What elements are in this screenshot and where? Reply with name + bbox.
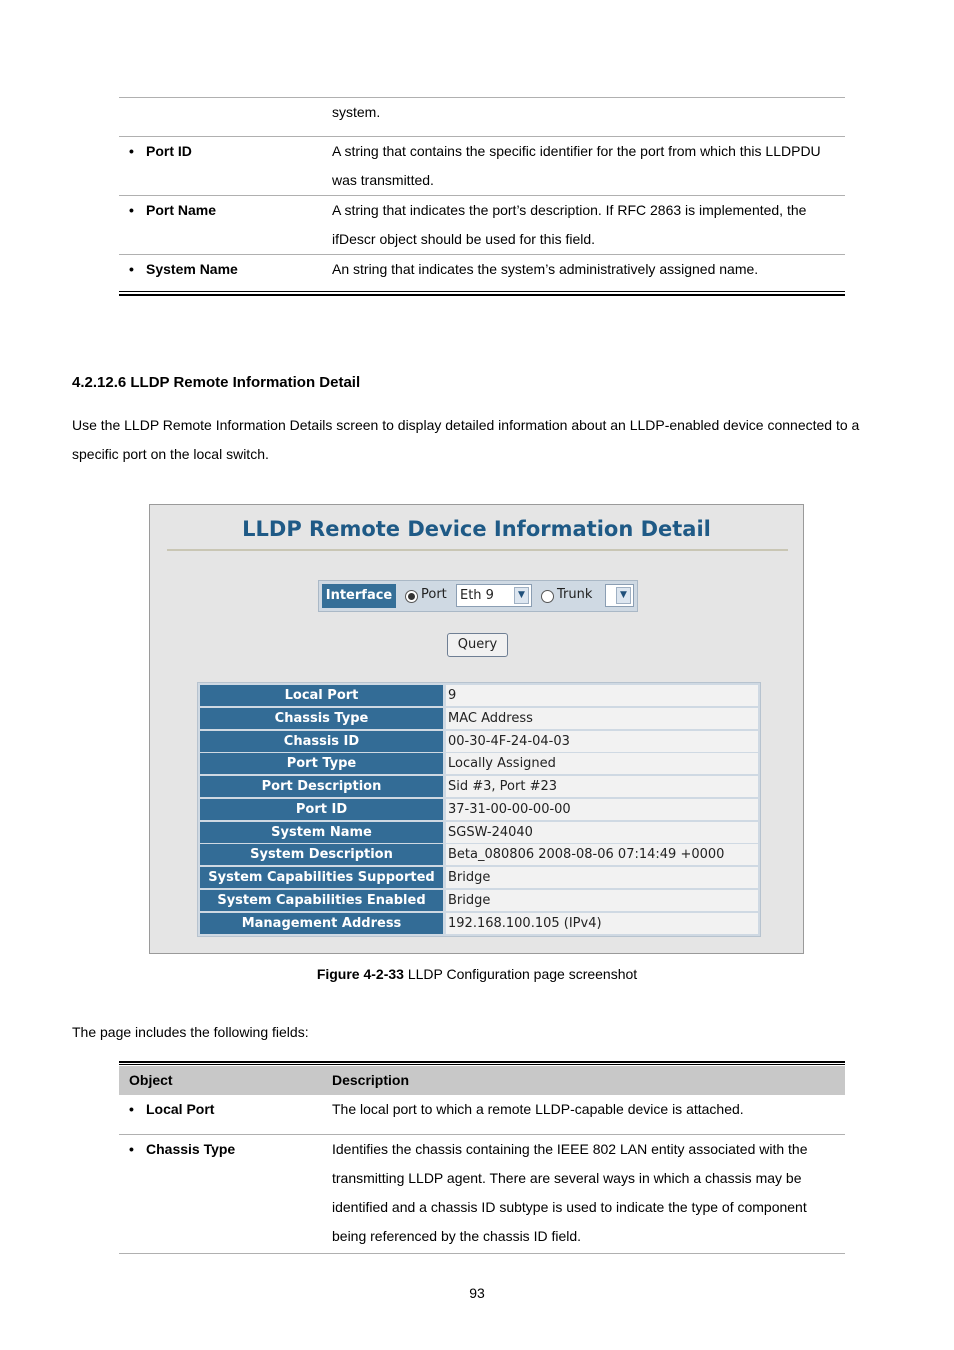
column-header-object: Object — [119, 1066, 332, 1095]
description-line: ifDescr object should be used for this field. — [332, 231, 596, 247]
top-field-table — [119, 98, 845, 292]
field-label: Chassis ID — [200, 731, 443, 752]
table-row — [200, 753, 758, 774]
object-name: Port ID — [146, 143, 192, 159]
title-divider — [167, 549, 788, 551]
table-row — [200, 708, 758, 729]
bullet-icon: • — [129, 202, 134, 218]
description-line: A string that contains the specific identifier for the port from which this LLDPDU — [332, 143, 821, 159]
description-line: was transmitted. — [332, 172, 434, 188]
table-row — [200, 685, 758, 706]
object-name: Chassis Type — [146, 1141, 236, 1157]
description-line: transmitting LLDP agent. There are several ways in which a chassis may be — [332, 1170, 802, 1186]
table-row — [200, 822, 758, 843]
table-bottom-rule — [119, 291, 845, 292]
chevron-down-icon[interactable]: ▼ — [616, 587, 631, 604]
field-value: SGSW-24040 — [446, 822, 758, 843]
field-label: System Name — [200, 822, 443, 843]
description-line: Identifies the chassis containing the IEEE 802 LAN entity associated with the — [332, 1141, 808, 1157]
panel-title: LLDP Remote Device Information Detail — [242, 517, 711, 541]
table-row — [200, 799, 758, 820]
table-row — [119, 255, 845, 293]
bullet-icon: • — [129, 143, 134, 159]
table-row — [200, 867, 758, 888]
field-value: 00-30-4F-24-04-03 — [446, 731, 758, 752]
table-row — [119, 98, 845, 137]
object-name: System Name — [146, 261, 238, 277]
field-label: Port ID — [200, 799, 443, 820]
table-row — [200, 890, 758, 911]
field-value: Sid #3, Port #23 — [446, 776, 758, 797]
field-label: Chassis Type — [200, 708, 443, 729]
field-value: Locally Assigned — [446, 753, 758, 774]
interface-selector — [318, 580, 638, 612]
field-label: System Capabilities Enabled — [200, 890, 443, 911]
description-line: An string that indicates the system’s administratively assigned name. — [332, 261, 759, 277]
page-number: 93 — [469, 1285, 485, 1301]
field-value: 37-31-00-00-00-00 — [446, 799, 758, 820]
table-row — [119, 1095, 845, 1135]
intro-line: Use the LLDP Remote Information Details screen to display detailed information about an LLDP-enabled device connected to a — [72, 417, 860, 433]
table-top-rule — [119, 1064, 845, 1065]
intro-paragraph — [72, 411, 912, 469]
query-button[interactable]: Query — [447, 633, 508, 657]
figure-label: Figure 4-2-33 — [316, 966, 404, 982]
field-value: Bridge — [446, 867, 758, 888]
field-label: Port Type — [200, 753, 443, 774]
field-value: 192.168.100.105 (IPv4) — [446, 913, 758, 934]
column-header-description: Description — [332, 1066, 845, 1095]
intro-line: specific port on the local switch. — [72, 446, 269, 462]
section-heading: 4.2.12.6 LLDP Remote Information Detail — [72, 374, 361, 391]
table-row — [119, 1135, 845, 1254]
figure-caption — [0, 966, 954, 982]
bullet-icon: • — [129, 261, 134, 277]
table-row — [200, 844, 758, 865]
figure-text: LLDP Configuration page screenshot — [403, 966, 638, 982]
field-label: System Description — [200, 844, 443, 865]
field-label: Management Address — [200, 913, 443, 934]
trunk-radio-label: Trunk — [557, 587, 593, 602]
description-line: being referenced by the chassis ID field. — [332, 1228, 582, 1244]
field-value: Bridge — [446, 890, 758, 911]
field-value: Beta_080806 2008-08-06 07:14:49 +0000 — [446, 844, 758, 865]
description-line: The local port to which a remote LLDP-capable device is attached. — [332, 1101, 744, 1117]
description-line: A string that indicates the port’s description. If RFC 2863 is implemented, the — [332, 202, 807, 218]
object-name: Port Name — [146, 202, 217, 218]
table-row — [119, 196, 845, 255]
table-row — [200, 776, 758, 797]
interface-label: Interface — [322, 584, 396, 608]
fields-table — [119, 1066, 845, 1254]
description-line: identified and a chassis ID subtype is used to indicate the type of component — [332, 1199, 807, 1215]
port-radio-label: Port — [421, 587, 447, 602]
fields-intro: The page includes the following fields: — [72, 1024, 309, 1040]
screenshot-panel — [149, 504, 804, 954]
trunk-radio[interactable] — [541, 590, 554, 603]
field-value: 9 — [446, 685, 758, 706]
description-line: system. — [332, 104, 381, 120]
table-top-rule — [119, 1061, 845, 1063]
bullet-icon: • — [129, 1141, 134, 1157]
table-row — [200, 731, 758, 752]
port-radio[interactable] — [405, 590, 418, 603]
chevron-down-icon[interactable]: ▼ — [514, 587, 529, 604]
field-value: MAC Address — [446, 708, 758, 729]
table-row — [200, 913, 758, 934]
port-select-value: Eth 9 — [460, 588, 494, 603]
bullet-icon: • — [129, 1101, 134, 1117]
table-header-row — [119, 1066, 845, 1095]
table-row — [119, 137, 845, 196]
field-label: System Capabilities Supported — [200, 867, 443, 888]
object-name: Local Port — [146, 1101, 215, 1117]
port-select[interactable] — [456, 584, 532, 607]
remote-info-table — [197, 682, 761, 937]
trunk-select[interactable] — [605, 584, 634, 607]
field-label: Port Description — [200, 776, 443, 797]
table-bottom-rule — [119, 294, 845, 296]
field-label: Local Port — [200, 685, 443, 706]
